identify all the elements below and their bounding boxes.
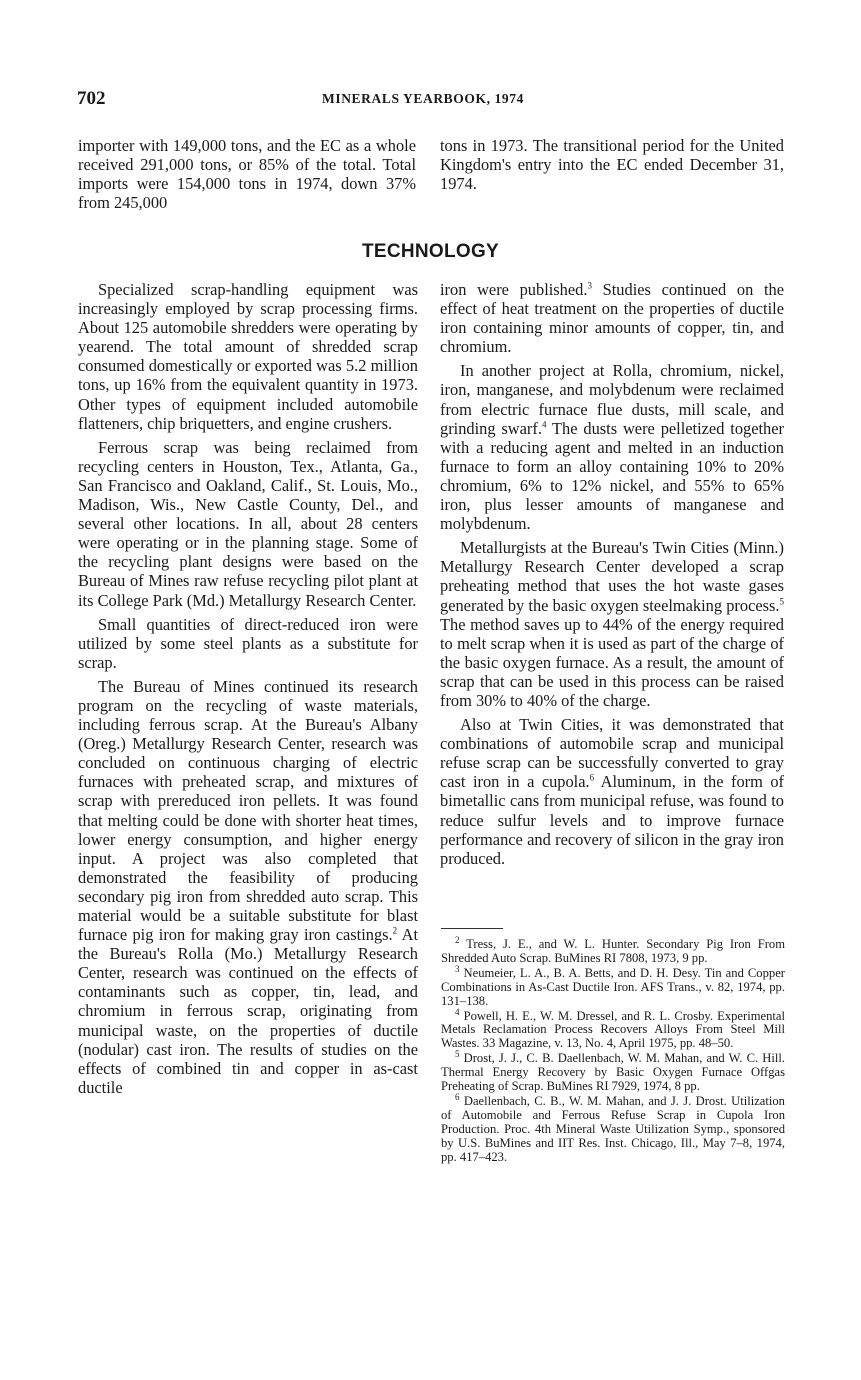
paragraph: [440, 538, 784, 710]
footnote-text: Daellenbach, C. B., W. M. Mahan, and J. J. Drost. Utilization of Automobile and Ferrous Refuse Scrap in Cupola Iron Production. Proc. 4th Mineral Waste Utilization Symp., sponsored by U.S. BuMines and IIT Res. Inst. Chicago, Ill., May 7–8, 1974, pp. 417–423.: [441, 1093, 785, 1164]
footnote: [441, 1091, 785, 1165]
paragraph-text: Studies continued on the effect of heat treatment on the properties of ductile iron containing minor amounts of copper, tin, and chromium.: [440, 280, 784, 357]
paragraph: Specialized scrap-handling equipment was increasingly employed by scrap processing firms. About 125 automobile shredders were operating by yearend. The total amount of shredded scrap consumed domestically or exported was 5.2 million tons, up 16% from the equivalent quantity in 1973. Other types of equipment included automobile flatteners, chip briquetters, and engine crushers.: [78, 280, 418, 433]
running-head: MINERALS YEARBOOK, 1974: [322, 91, 524, 106]
section-title: TECHNOLOGY: [361, 241, 500, 262]
footnote-number: 4: [455, 1006, 460, 1017]
carryover-left-column: [78, 136, 416, 217]
paragraph-text: The dusts were pelletized together with a reducing agent and melted in an induction furnace to form an alloy containing 10% to 20% chromium, 6% to 12% nickel, and 55% to 65% iron, plus lesser amounts of manganese and molybdenum.: [440, 418, 784, 534]
footnote-text: Drost, J. J., C. B. Daellenbach, W. M. Mahan, and W. C. Hill. Thermal Energy Recovery by Basic Oxygen Furnace Offgas Preheating of Scrap. BuMines RI 7929, 1974, 8 pp.: [441, 1051, 785, 1094]
paragraph-text: Aluminum, in the form of bimetallic cans from municipal refuse, was found to reduce sulfur levels and to improve furnace performance and recovery of silicon in the gray iron produced.: [440, 772, 784, 868]
footnote-divider: [441, 928, 503, 929]
footnote-text: Neumeier, L. A., B. A. Betts, and D. H. Desy. Tin and Copper Combinations in As-Cast Ductile Iron. AFS Trans., v. 82, 1974, pp. 131–138.: [441, 965, 785, 1008]
footnotes: [441, 934, 785, 1166]
footnote: [441, 934, 785, 966]
footnote: [441, 1006, 785, 1052]
right-column: [440, 280, 784, 873]
paragraph: [78, 677, 418, 1097]
paragraph: [440, 715, 784, 868]
footnote-number: 2: [455, 934, 460, 945]
footnote-text: Tress, J. E., and W. L. Hunter. Secondary Pig Iron From Shredded Auto Scrap. BuMines RI 7808, 1973, 9 pp.: [441, 937, 785, 965]
carryover-right-column: [440, 136, 784, 198]
footnote-ref: 2: [392, 925, 398, 936]
footnote-number: 6: [455, 1091, 460, 1102]
footnote-ref: 5: [779, 596, 784, 607]
paragraph: Ferrous scrap was being reclaimed from recycling centers in Houston, Tex., Atlanta, Ga., San Francisco and Oakland, Calif., St. Louis, Mo., Madison, Wis., New Castle County, Del., and several other locations. In all, about 28 centers were operating or in the planning stage. Some of the recycling plant designs were based on the Bureau of Mines raw refuse recycling pilot plant at its College Park (Md.) Metallurgy Research Center.: [78, 437, 418, 610]
paragraph: [440, 280, 784, 356]
paragraph-text: Metallurgists at the Bureau's Twin Cities (Minn.) Metallurgy Research Center developed a scrap preheating method that uses the hot waste gases generated by the basic oxygen steelmaking process.: [440, 538, 784, 615]
paragraph: Small quantities of direct-reduced iron were utilized by some steel plants as a substitute for scrap.: [78, 614, 418, 672]
footnote-ref: 4: [541, 419, 547, 430]
paragraph-text: At the Bureau's Rolla (Mo.) Metallurgy Research Center, research was continued on the effects of contaminants such as copper, tin, lead, and chromium in ferrous scrap, originating from municipal waste, on the properties of ductile (nodular) cast iron. The results of studies on the effects of combined tin and copper in as-cast ductile: [78, 925, 418, 1097]
footnote-ref: 6: [589, 772, 595, 783]
paragraph-text: The Bureau of Mines continued its research program on the recycling of waste materials, including ferrous scrap. At the Bureau's Albany (Oreg.) Metallurgy Research Center, research was concluded on continuous charging of electric furnaces with preheated scrap, and mixtures of scrap with prereduced iron pellets. It was found that melting could be done with shorter heat times, lower energy consumption, and higher energy input. A project was also completed that demonstrated the feasibility of producing secondary pig iron from shredded auto scrap. This material would be a suitable substitute for blast furnace pig iron for making gray iron castings.: [78, 676, 418, 945]
footnote-number: 3: [455, 963, 460, 974]
paragraph-text: iron were published.: [440, 280, 588, 299]
paragraph-text: The method saves up to 44% of the energy required to melt scrap when it is used as part of the charge of the basic oxygen furnace. As a result, the amount of scrap that can be used in this process can be raised from 30% to 40% of the charge.: [440, 614, 784, 710]
footnote: [441, 963, 785, 1009]
footnote-text: Powell, H. E., W. M. Dressel, and R. L. Crosby. Experimental Metals Reclamation Process Recovers Alloys From Steel Mill Wastes. 33 Magazine, v. 13, No. 4, April 1975, pp. 48–50.: [441, 1008, 785, 1051]
carryover-paragraph-right: tons in 1973. The transitional period for the United Kingdom's entry into the EC ended December 31, 1974.: [440, 136, 784, 194]
carryover-paragraph-left: importer with 149,000 tons, and the EC as a whole received 291,000 tons, or 85% of the total. Total imports were 154,000 tons in 1974, down 37% from 245,000: [78, 136, 416, 213]
footnote-number: 5: [455, 1049, 460, 1060]
footnote: [441, 1049, 785, 1094]
paragraph-text: In another project at Rolla, chromium, nickel, iron, manganese, and molybdenum were reclaimed from electric furnace flue dusts, mill scale, and grinding swarf.: [440, 361, 784, 438]
footnote-ref: 3: [587, 280, 592, 291]
paragraph: [440, 361, 784, 533]
left-column: [78, 280, 418, 1102]
paragraph-text: Also at Twin Cities, it was demonstrated that combinations of automobile scrap and municipal refuse scrap can be successfully converted to gray cast iron in a cupola.: [440, 715, 784, 792]
page-number: 702: [77, 88, 106, 109]
